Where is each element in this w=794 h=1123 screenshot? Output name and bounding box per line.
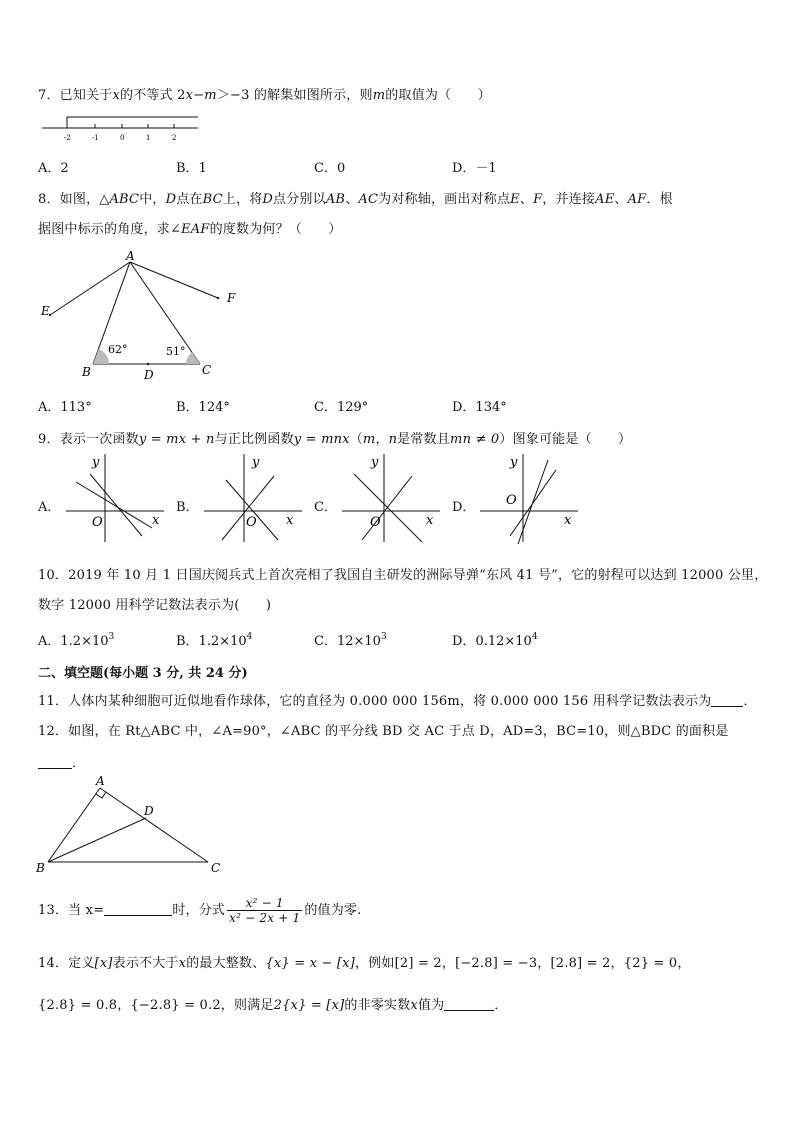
q9-text: ）图象可能是（ ） (499, 432, 632, 447)
q14-example: {−2.8} = 0.2 (130, 998, 221, 1013)
q12-answer-blank[interactable] (38, 756, 72, 769)
fraction-denominator: x² − 2x + 1 (229, 911, 301, 925)
tick-label: 0 (120, 134, 125, 142)
q14-end: ． (494, 998, 508, 1013)
origin: O (246, 515, 257, 530)
q14-sep: ， (441, 956, 456, 971)
q14-sep: ， (677, 956, 691, 971)
q14-example: [2] = 2 (394, 956, 442, 971)
q14-stem-line2 (38, 994, 508, 1013)
q14-answer-blank[interactable] (444, 998, 494, 1011)
q14-text: 14．定义 (38, 956, 95, 971)
tick-label: 1 (146, 134, 151, 142)
q8-var: BC (202, 192, 223, 207)
q9-graph-d (476, 452, 584, 544)
q8-var: AE (595, 192, 615, 207)
q8-text: ．根 (646, 192, 673, 207)
q13-fraction (227, 896, 302, 925)
q10-option-a[interactable] (38, 630, 114, 649)
q7-text: 的取值为（ ） (385, 88, 491, 103)
option-mantissa: 12×10 (336, 634, 381, 649)
q7-var-x: x (185, 88, 194, 103)
q7-option-b[interactable]: B．1 (176, 161, 207, 176)
q7-text: ＞−3 的解集如图所示，则 (216, 88, 373, 103)
option-label: D． (452, 634, 476, 649)
q14-var-x: x (178, 956, 187, 971)
tick-label: -2 (64, 134, 71, 142)
q14-example: [−2.8] = −3 (455, 956, 538, 971)
q7-text: 的不等式 2 (120, 88, 186, 103)
q12-figure (34, 772, 234, 880)
q14-text: 表示不大于 (112, 956, 179, 971)
q11-text: 11．人体内某种细胞可近似地看作球体，它的直径为 0.000 000 156m，将 0.000 000 156 用科学记数法表示为 (38, 694, 712, 709)
right-angle-mark (96, 792, 106, 798)
q8-var: AC (358, 192, 379, 207)
q8-text: 为对称轴，画出对称点 (378, 192, 511, 207)
q9-option-b[interactable]: B． (176, 500, 199, 515)
q10-stem-line1: 10．2019 年 10 月 1 日国庆阅兵式上首次亮相了我国自主研发的洲际导弹“东风 41 号”，它的射程可以达到 12000 公里， (38, 568, 768, 583)
option-exponent: 3 (380, 632, 387, 642)
option-label: C． (314, 634, 337, 649)
q8-option-a[interactable]: A．113° (38, 400, 92, 415)
q8-text: ，并连接 (542, 192, 596, 207)
tick-label: 2 (172, 134, 177, 142)
option-label: A． (38, 634, 61, 649)
angle-c-label: 51° (166, 345, 186, 358)
axis-y: y (92, 455, 100, 470)
option-mantissa: 1.2×10 (60, 634, 109, 649)
q8-text: 8．如图，△ (38, 192, 110, 207)
q9-option-a[interactable]: A． (38, 500, 61, 515)
q11-answer-blank[interactable] (711, 694, 743, 707)
axis-x: x (286, 513, 294, 528)
q7-number-line (38, 110, 208, 144)
q9-func2: y = mnx (293, 432, 350, 447)
q9-text: ， (375, 432, 389, 447)
q7-var-x: x (112, 88, 121, 103)
q8-text: 的度数为何？（ ） (209, 222, 342, 237)
angle-b-label: 62° (108, 343, 128, 356)
option-mantissa: 1.2×10 (198, 634, 247, 649)
q8-var: AB (325, 192, 346, 207)
q7-var-m: m (204, 88, 217, 103)
q7-text: 7．已知关于 (38, 88, 113, 103)
origin: O (370, 515, 381, 530)
label-c: C (202, 363, 212, 377)
q9-text: 是常数且 (397, 432, 451, 447)
q8-var: AF (627, 192, 647, 207)
q14-floor: [x] (94, 956, 113, 971)
q14-text: ，例如 (355, 956, 395, 971)
origin: O (506, 493, 517, 508)
q7-option-a[interactable]: A．2 (38, 161, 69, 176)
q8-var: EAF (181, 222, 210, 237)
q8-var: ABC (109, 192, 140, 207)
q13-text: 的值为零. (304, 903, 362, 918)
q8-text: 中， (139, 192, 166, 207)
q14-equation: 2{x} = [x] (273, 998, 345, 1013)
q9-option-c[interactable]: C． (314, 500, 337, 515)
q9-text: 与正比例函数 (214, 432, 294, 447)
option-label: B． (176, 634, 199, 649)
fraction-numerator: x² − 1 (227, 896, 302, 911)
q9-stem (38, 428, 631, 447)
q12-end: ． (72, 756, 86, 771)
axis-x: x (564, 513, 572, 528)
q14-example: {2} = 0 (623, 956, 678, 971)
option-exponent: 4 (246, 632, 253, 642)
q9-graph-a (62, 452, 170, 544)
tick-label: -1 (92, 134, 99, 142)
q14-definition: {x} = x − [x] (265, 956, 355, 971)
axis-x: x (152, 513, 160, 528)
q10-option-b[interactable] (176, 630, 252, 649)
q9-var-n: n (388, 432, 398, 447)
q9-graph-b (200, 452, 308, 544)
axis-y: y (371, 455, 379, 470)
option-exponent: 4 (531, 632, 538, 642)
label-a: A (126, 249, 135, 263)
axis-y: y (252, 455, 260, 470)
angle-c-mark (186, 352, 200, 364)
axis-y: y (510, 455, 518, 470)
q13-answer-blank[interactable] (104, 903, 172, 916)
q13-stem (38, 896, 361, 925)
q8-option-c[interactable]: C．129° (314, 400, 369, 415)
q14-sep: ， (117, 998, 131, 1013)
q14-sep: ， (610, 956, 624, 971)
q8-text: 、 (345, 192, 359, 207)
label-d: D (144, 368, 154, 382)
q7-stem (38, 84, 491, 103)
q14-stem-line1 (38, 952, 691, 971)
label-e: E (41, 304, 50, 318)
label-b: B (36, 861, 45, 875)
q8-stem-line1 (38, 188, 673, 207)
q8-text: 上，将 (222, 192, 263, 207)
q10-option-d[interactable] (452, 630, 538, 649)
q7-option-c[interactable]: C．0 (314, 161, 346, 176)
q9-text: 9．表示一次函数 (38, 432, 139, 447)
q13-text: 13．当 x= (38, 903, 105, 918)
q9-var-m: m (362, 432, 376, 447)
q8-var: D (262, 192, 274, 207)
q14-text: 的最大整数、 (186, 956, 266, 971)
q8-stem-line2 (38, 218, 342, 237)
q11-stem (38, 690, 757, 709)
q9-graph-c (338, 452, 446, 544)
origin: O (92, 515, 103, 530)
q8-text: 点分别以 (273, 192, 326, 207)
q7-ticks (67, 124, 174, 128)
q14-example: [2.8] = 2 (550, 956, 611, 971)
label-f: F (227, 291, 236, 305)
q8-text: 据图中标示的角度，求∠ (38, 222, 182, 237)
q8-var: E (510, 192, 520, 207)
q8-text: 点在 (176, 192, 203, 207)
section-title-fill-in: 二、填空题(每小题 3 分, 共 24 分) (38, 666, 248, 681)
q8-var: F (533, 192, 543, 207)
q7-var-m: m (372, 88, 386, 103)
q8-text: 、 (519, 192, 534, 207)
q10-option-c[interactable] (314, 630, 387, 649)
label-c: C (211, 861, 221, 875)
option-mantissa: 0.12×10 (475, 634, 532, 649)
axis-x: x (426, 513, 434, 528)
q8-text: 、 (614, 192, 628, 207)
q8-option-b[interactable]: B．124° (176, 400, 230, 415)
q14-var-x: x (410, 998, 418, 1013)
q9-cond: mn ≠ 0 (450, 432, 500, 447)
q7-text: − (193, 88, 205, 103)
q8-var: D (165, 192, 177, 207)
q13-text: 时，分式 (172, 903, 226, 918)
q14-text: 的非零实数 (344, 998, 411, 1013)
option-exponent: 3 (108, 632, 115, 642)
q11-end: ． (743, 694, 757, 709)
label-d: D (144, 804, 154, 818)
q8-option-d[interactable]: D．134° (452, 400, 507, 415)
q14-text: ，则满足 (220, 998, 274, 1013)
q10-stem-line2: 数字 12000 用科学记数法表示为( ) (38, 598, 272, 613)
q12-answer-line (38, 752, 85, 771)
q8-figure (38, 248, 258, 383)
q9-text: （ (349, 432, 363, 447)
q14-sep: ， (537, 956, 551, 971)
q14-example: {2.8} = 0.8 (38, 998, 118, 1013)
q14-text: 值为 (417, 998, 445, 1013)
q12-stem: 12．如图，在 Rt△ABC 中，∠A=90°，∠ABC 的平分线 BD 交 AC 于点 D，AD=3，BC=10，则△BDC 的面积是 (38, 724, 729, 739)
q9-option-d[interactable]: D． (452, 500, 476, 515)
q9-func1: y = mx + n (138, 432, 215, 447)
label-b: B (82, 365, 91, 379)
q7-option-d[interactable]: D．－1 (452, 161, 497, 176)
label-a: A (96, 774, 105, 788)
